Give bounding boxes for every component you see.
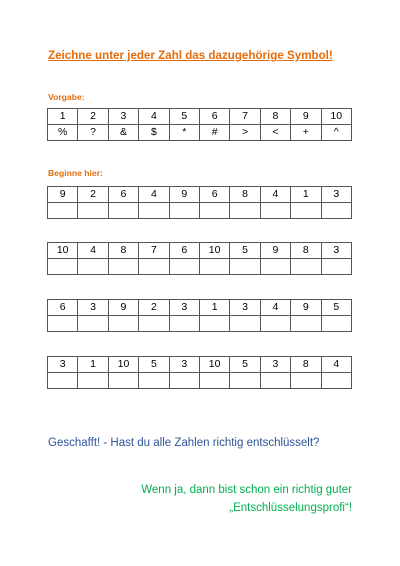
- answer-cell[interactable]: [169, 316, 199, 332]
- exercise-number-cell: 1: [291, 187, 321, 203]
- exercise-number-cell: 9: [260, 243, 290, 259]
- exercise-number-cell: 7: [139, 243, 169, 259]
- answer-cell[interactable]: [321, 203, 351, 219]
- answer-cell[interactable]: [291, 373, 321, 389]
- worksheet-title: Zeichne unter jeder Zahl das dazugehörige Symbol!: [48, 49, 333, 62]
- exercise-answer-row: [48, 373, 352, 389]
- legend-symbol-cell: ?: [78, 125, 108, 141]
- exercise-number-cell: 6: [108, 187, 138, 203]
- exercise-number-cell: 9: [108, 300, 138, 316]
- exercise-number-cell: 8: [108, 243, 138, 259]
- answer-cell[interactable]: [291, 316, 321, 332]
- answer-cell[interactable]: [199, 373, 229, 389]
- answer-cell[interactable]: [169, 373, 199, 389]
- exercise-answer-row: [48, 316, 352, 332]
- vorgabe-label: Vorgabe:: [48, 92, 85, 102]
- answer-cell[interactable]: [230, 259, 260, 275]
- answer-cell[interactable]: [78, 203, 108, 219]
- praise-line-2: „Entschlüsselungsprofi“!: [229, 502, 352, 514]
- legend-symbol-cell: *: [169, 125, 199, 141]
- exercise-number-cell: 1: [78, 357, 108, 373]
- answer-cell[interactable]: [108, 203, 138, 219]
- exercise-number-cell: 5: [139, 357, 169, 373]
- exercise-number-cell: 2: [139, 300, 169, 316]
- legend-numbers-row: [48, 109, 352, 125]
- done-message: Geschafft! - Hast du alle Zahlen richtig entschlüsselt?: [48, 437, 320, 449]
- exercise-number-cell: 10: [199, 243, 229, 259]
- answer-cell[interactable]: [169, 203, 199, 219]
- answer-cell[interactable]: [321, 316, 351, 332]
- answer-cell[interactable]: [169, 259, 199, 275]
- beginne-label: Beginne hier:: [48, 168, 103, 178]
- exercise-table-1: [47, 186, 352, 219]
- exercise-numbers-row: [48, 243, 352, 259]
- answer-cell[interactable]: [230, 316, 260, 332]
- exercise-number-cell: 8: [291, 243, 321, 259]
- answer-cell[interactable]: [78, 259, 108, 275]
- exercise-number-cell: 2: [78, 187, 108, 203]
- exercise-number-cell: 3: [78, 300, 108, 316]
- answer-cell[interactable]: [260, 316, 290, 332]
- legend-symbol-cell: ^: [321, 125, 351, 141]
- answer-cell[interactable]: [78, 373, 108, 389]
- exercise-number-cell: 4: [260, 300, 290, 316]
- exercise-number-cell: 3: [48, 357, 78, 373]
- exercise-number-cell: 3: [260, 357, 290, 373]
- answer-cell[interactable]: [260, 259, 290, 275]
- exercise-table-3: [47, 299, 352, 332]
- exercise-number-cell: 4: [78, 243, 108, 259]
- answer-cell[interactable]: [139, 373, 169, 389]
- answer-cell[interactable]: [48, 373, 78, 389]
- answer-cell[interactable]: [108, 316, 138, 332]
- exercise-number-cell: 10: [199, 357, 229, 373]
- legend-number-cell: 2: [78, 109, 108, 125]
- legend-symbol-cell: +: [291, 125, 321, 141]
- exercise-number-cell: 8: [230, 187, 260, 203]
- answer-cell[interactable]: [139, 203, 169, 219]
- legend-symbol-cell: >: [230, 125, 260, 141]
- legend-symbol-cell: $: [139, 125, 169, 141]
- answer-cell[interactable]: [199, 259, 229, 275]
- answer-cell[interactable]: [230, 203, 260, 219]
- exercise-number-cell: 4: [139, 187, 169, 203]
- exercise-number-cell: 9: [169, 187, 199, 203]
- legend-number-cell: 4: [139, 109, 169, 125]
- answer-cell[interactable]: [48, 316, 78, 332]
- legend-symbol-cell: #: [199, 125, 229, 141]
- exercise-number-cell: 9: [291, 300, 321, 316]
- exercise-number-cell: 5: [230, 357, 260, 373]
- legend-number-cell: 10: [321, 109, 351, 125]
- exercise-numbers-row: [48, 300, 352, 316]
- answer-cell[interactable]: [260, 373, 290, 389]
- exercise-number-cell: 3: [169, 300, 199, 316]
- exercise-number-cell: 3: [321, 187, 351, 203]
- answer-cell[interactable]: [230, 373, 260, 389]
- exercise-number-cell: 4: [260, 187, 290, 203]
- legend-symbol-cell: &: [108, 125, 138, 141]
- exercise-table-2: [47, 242, 352, 275]
- exercise-number-cell: 10: [108, 357, 138, 373]
- answer-cell[interactable]: [321, 373, 351, 389]
- exercise-number-cell: 1: [199, 300, 229, 316]
- answer-cell[interactable]: [48, 259, 78, 275]
- exercise-answer-row: [48, 203, 352, 219]
- legend-symbol-cell: <: [260, 125, 290, 141]
- legend-number-cell: 3: [108, 109, 138, 125]
- answer-cell[interactable]: [199, 203, 229, 219]
- exercise-table-4: [47, 356, 352, 389]
- answer-cell[interactable]: [260, 203, 290, 219]
- exercise-number-cell: 4: [321, 357, 351, 373]
- legend-number-cell: 7: [230, 109, 260, 125]
- exercise-number-cell: 6: [169, 243, 199, 259]
- exercise-number-cell: 6: [199, 187, 229, 203]
- answer-cell[interactable]: [139, 259, 169, 275]
- legend-number-cell: 1: [48, 109, 78, 125]
- exercise-answer-row: [48, 259, 352, 275]
- answer-cell[interactable]: [199, 316, 229, 332]
- answer-cell[interactable]: [321, 259, 351, 275]
- answer-cell[interactable]: [48, 203, 78, 219]
- exercise-number-cell: 8: [291, 357, 321, 373]
- legend-number-cell: 6: [199, 109, 229, 125]
- answer-cell[interactable]: [291, 259, 321, 275]
- exercise-numbers-row: [48, 187, 352, 203]
- legend-number-cell: 5: [169, 109, 199, 125]
- legend-number-cell: 9: [291, 109, 321, 125]
- exercise-number-cell: 3: [230, 300, 260, 316]
- praise-line-1: Wenn ja, dann bist schon ein richtig guter: [141, 484, 352, 496]
- legend-symbols-row: [48, 125, 352, 141]
- exercise-number-cell: 5: [230, 243, 260, 259]
- answer-cell[interactable]: [139, 316, 169, 332]
- answer-cell[interactable]: [108, 373, 138, 389]
- exercise-number-cell: 3: [169, 357, 199, 373]
- legend-table: [47, 108, 352, 141]
- legend-symbol-cell: %: [48, 125, 78, 141]
- answer-cell[interactable]: [108, 259, 138, 275]
- answer-cell[interactable]: [291, 203, 321, 219]
- answer-cell[interactable]: [78, 316, 108, 332]
- exercise-number-cell: 3: [321, 243, 351, 259]
- exercise-numbers-row: [48, 357, 352, 373]
- exercise-number-cell: 6: [48, 300, 78, 316]
- exercise-number-cell: 5: [321, 300, 351, 316]
- legend-number-cell: 8: [260, 109, 290, 125]
- exercise-number-cell: 9: [48, 187, 78, 203]
- exercise-number-cell: 10: [48, 243, 78, 259]
